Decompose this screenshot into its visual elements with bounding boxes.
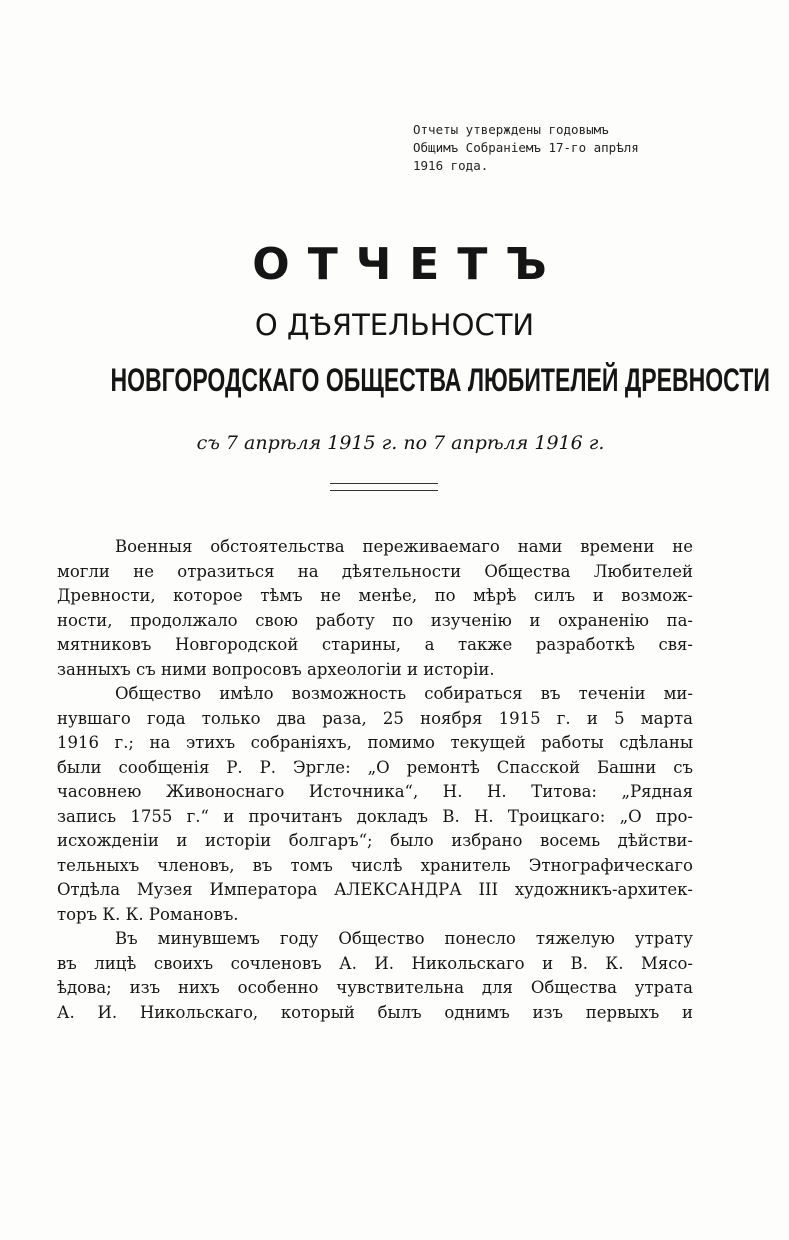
body-line: занныхъ съ ними вопросовъ археологіи и исторіи.: [57, 659, 495, 679]
approval-note: [413, 121, 693, 175]
body-line: Общество имѣло возможность собираться въ теченіи ми-: [115, 684, 693, 703]
body-line: 1916 г.; на этихъ собраніяхъ, помимо текущей работы сдѣланы: [57, 733, 693, 752]
body-line: тельныхъ членовъ, въ томъ числѣ хранитель Этнографическаго: [57, 855, 693, 875]
body-line: мятниковъ Новгородской старины, а также разработкѣ свя-: [57, 635, 693, 654]
body-line: торъ К. К. Романовъ.: [57, 904, 239, 924]
body-line: Древности, которое тѣмъ не менѣе, по мѣрѣ силъ и возмож-: [57, 586, 693, 605]
report-body: [57, 535, 693, 1025]
body-line: въ лицѣ своихъ сочленовъ А. И. Никольскаго и В. К. Мясо-: [57, 953, 693, 973]
report-period: съ 7 апрѣля 1915 г. по 7 апрѣля 1916 г.: [196, 432, 605, 454]
approval-note-line: Отчеты утверждены годовымъ: [413, 122, 609, 137]
body-line: часовнею Живоноснаго Источника“, Н. Н. Титова: „Рядная: [57, 782, 693, 801]
body-line: Отдѣла Музея Императора АЛЕКСАНДРА III художникъ-архитек-: [57, 880, 693, 899]
body-line: были сообщенія Р. Р. Эргле: „О ремонтѣ Спасской Башни съ: [57, 757, 693, 777]
body-line: запись 1755 г.“ и прочитанъ докладъ В. Н. Троицкаго: „О про-: [57, 806, 693, 826]
body-line: Въ минувшемъ году Общество понесло тяжелую утрату: [115, 929, 693, 948]
approval-note-line: 1916 года.: [413, 158, 489, 173]
body-line: могли не отразиться на дѣятельности Общества Любителей: [57, 561, 693, 581]
body-line: Военныя обстоятельства переживаемаго нами времени не: [115, 537, 693, 556]
body-line: А. И. Никольскаго, который былъ однимъ изъ первыхъ и: [57, 1002, 693, 1022]
body-line: нувшаго года только два раза, 25 ноября 1915 г. и 5 марта: [57, 708, 693, 728]
approval-note-line: Общимъ Собраніемъ 17-го апрѣля: [413, 140, 639, 155]
report-title: ОТЧЕТЪ: [252, 239, 565, 290]
body-line: ности, продолжало свою работу по изученію и охраненію па-: [57, 610, 693, 630]
title-divider: [330, 483, 438, 491]
society-name: НОВГОРОДСКАГО ОБЩЕСТВА ЛЮБИТЕЛЕЙ ДРЕВНОСТИ: [110, 362, 770, 398]
body-line: ѣдова; изъ нихъ особенно чувствительна для Общества утрата: [57, 978, 693, 997]
body-line: исхожденіи и исторіи болгаръ“; было избрано восемь дѣйстви-: [57, 831, 693, 850]
report-subtitle: О ДѢЯТЕЛЬНОСТИ: [254, 308, 535, 342]
